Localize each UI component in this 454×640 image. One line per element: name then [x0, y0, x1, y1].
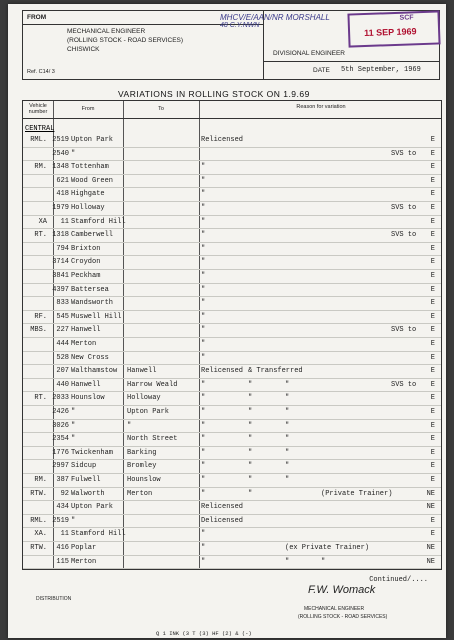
cell-num: 2540 — [52, 149, 69, 158]
cell-num: 2519 — [52, 516, 69, 525]
table-row — [23, 312, 441, 325]
signature-title-2: (ROLLING STOCK - ROAD SERVICES) — [298, 614, 388, 620]
variations-table — [22, 100, 442, 570]
table-row — [23, 529, 441, 542]
cell-r3: " — [285, 435, 290, 444]
cell-r1: " — [201, 258, 206, 267]
cell-r1: " — [201, 340, 206, 348]
cell-r1: " — [201, 462, 206, 471]
cell-r3: " — [285, 380, 290, 389]
table-row — [23, 176, 441, 189]
cell-to: Upton Park — [127, 408, 170, 416]
footer — [8, 574, 446, 638]
cell-to: North Street — [127, 435, 178, 444]
cell-end: SVS to — [391, 231, 417, 240]
cell-num: 416 — [56, 544, 69, 552]
cell-r1: " — [201, 231, 206, 240]
cell-r1: " — [201, 353, 206, 362]
cell-from: Hanwell — [71, 380, 101, 389]
cell-fin: E — [430, 258, 435, 267]
cell-num: 115 — [56, 557, 69, 566]
date-label: DATE — [313, 67, 330, 74]
cell-from: Highgate — [71, 190, 105, 199]
cell-cls: XA — [38, 217, 47, 226]
cell-fin: E — [430, 285, 435, 294]
cell-num: 2426 — [52, 408, 69, 416]
cell-to: Harrow Weald — [127, 380, 178, 389]
cell-r2: " — [248, 408, 253, 416]
cell-num: 3714 — [52, 258, 69, 267]
cell-r1: " — [201, 435, 206, 444]
cell-num: 2997 — [52, 462, 69, 471]
cell-r1: Relicensed — [201, 503, 244, 512]
cell-fin: E — [430, 476, 435, 484]
table-row — [23, 135, 441, 148]
cell-num: 794 — [56, 244, 69, 253]
cell-r2: " — [248, 421, 253, 430]
section-label: CENTRAL — [25, 125, 55, 133]
table-row — [23, 244, 441, 257]
cell-fin: E — [430, 244, 435, 253]
cell-end: SVS to — [391, 326, 417, 335]
cell-fin: E — [430, 435, 435, 444]
table-row — [23, 421, 441, 434]
cell-num: 2033 — [52, 394, 69, 403]
cell-num: 2354 — [52, 435, 69, 444]
cell-num: 1318 — [52, 231, 69, 240]
table-row — [23, 557, 441, 570]
cell-fin: E — [430, 176, 435, 185]
cell-cls: RF. — [34, 312, 47, 321]
table-row — [23, 162, 441, 175]
cell-num: 2519 — [52, 136, 69, 144]
from-line-1: MECHANICAL ENGINEER — [67, 28, 146, 35]
table-row — [23, 475, 441, 488]
table-row — [23, 217, 441, 230]
cell-fin: E — [430, 204, 435, 212]
cell-r1: " — [201, 312, 206, 321]
table-row — [23, 502, 441, 515]
from-line-3: CHISWICK — [67, 46, 100, 53]
cell-end: SVS to — [391, 204, 417, 212]
cell-fin: E — [430, 272, 435, 280]
cell-r1: " — [201, 285, 206, 294]
cell-from: Battersea — [71, 285, 109, 294]
table-row — [23, 448, 441, 461]
page-title: VARIATIONS IN ROLLING STOCK ON 1.9.69 — [118, 89, 310, 99]
cell-r1: " — [201, 530, 206, 539]
stamp-scf: SCF — [399, 14, 414, 22]
cell-to: Hanwell — [127, 367, 157, 376]
cell-r1: " — [201, 163, 206, 172]
cell-r1: " — [201, 421, 206, 430]
cell-from: Brixton — [71, 244, 101, 253]
cell-num: 227 — [56, 326, 69, 335]
cell-fin: E — [430, 136, 435, 144]
cell-r2: " — [248, 435, 253, 444]
cell-num: 11 — [60, 530, 69, 539]
cell-fin: E — [430, 462, 435, 471]
cell-r2: " — [248, 476, 253, 484]
cell-num: 4397 — [52, 285, 69, 294]
cell-r3: " — [285, 394, 290, 403]
cell-num: 444 — [56, 340, 69, 348]
cell-fin: E — [430, 448, 435, 457]
cell-end: SVS to — [391, 149, 417, 158]
cell-r1: " — [201, 448, 206, 457]
cell-num: 92 — [60, 489, 69, 498]
cell-fin: E — [430, 149, 435, 158]
cell-from: " — [71, 435, 76, 444]
cell-from: " — [71, 149, 76, 158]
cell-fin: NE — [426, 557, 435, 566]
cell-r1: " — [201, 544, 206, 552]
signature-title-1: MECHANICAL ENGINEER — [304, 606, 365, 612]
cell-from: Croydon — [71, 258, 101, 267]
cell-fin: NE — [426, 489, 435, 498]
cell-fin: E — [430, 231, 435, 240]
cell-fin: E — [430, 367, 435, 376]
handwritten-subreference: 48 C.Y.NWN — [220, 22, 260, 29]
table-header — [23, 101, 441, 119]
cell-cls: RTW. — [30, 489, 47, 498]
cell-from: Merton — [71, 340, 97, 348]
table-row — [23, 489, 441, 502]
cell-fin: E — [430, 217, 435, 226]
cell-r1: " — [201, 244, 206, 253]
table-row — [23, 353, 441, 366]
form-code: Q 1 INK (3 T (3) HF (2) & (-) — [156, 630, 252, 637]
table-row — [23, 461, 441, 474]
cell-r3: " — [285, 557, 290, 566]
cell-end: SVS to — [391, 380, 417, 389]
cell-fin: NE — [426, 503, 435, 512]
cell-r1: " — [201, 394, 206, 403]
cell-from: New Cross — [71, 353, 109, 362]
cell-from: " — [71, 516, 76, 525]
cell-r1: " — [201, 272, 206, 280]
cell-from: Merton — [71, 557, 97, 566]
cell-r4: (Private Trainer) — [321, 489, 393, 498]
cell-from: Sidcup — [71, 462, 97, 471]
cell-fin: NE — [426, 544, 435, 552]
cell-num: 387 — [56, 476, 69, 484]
cell-r1: " — [201, 217, 206, 226]
cell-r2: " — [248, 489, 253, 498]
cell-r2: & Transferred — [248, 367, 303, 376]
cell-to: Barking — [127, 448, 157, 457]
cell-from: Stamford Hill — [71, 217, 126, 226]
cell-from: Poplar — [71, 544, 97, 552]
cell-to: Hounslow — [127, 476, 161, 484]
cell-r3: " — [285, 448, 290, 457]
cell-fin: E — [430, 340, 435, 348]
cell-num: 1979 — [52, 204, 69, 212]
col-reason: Reason for variation — [296, 104, 346, 110]
received-stamp — [347, 10, 440, 47]
cell-r1: " — [201, 190, 206, 199]
from-label: FROM — [27, 14, 47, 21]
cell-fin: E — [430, 326, 435, 335]
cell-from: Twickenham — [71, 448, 114, 457]
table-row — [23, 189, 441, 202]
table-row — [23, 393, 441, 406]
cell-r1: " — [201, 299, 206, 308]
cell-to: " — [127, 421, 132, 430]
cell-cls: RML. — [30, 516, 47, 525]
table-row — [23, 298, 441, 311]
cell-from: Upton Park — [71, 503, 114, 512]
cell-cls: XA. — [34, 530, 47, 539]
cell-fin: E — [430, 516, 435, 525]
cell-cls: RT. — [34, 231, 47, 240]
table-row — [23, 203, 441, 216]
cell-from: Hanwell — [71, 326, 101, 335]
cell-fin: E — [430, 353, 435, 362]
cell-r3: " — [285, 408, 290, 416]
cell-from: Camberwell — [71, 231, 114, 240]
cell-r1: " — [201, 476, 206, 484]
cell-r1: " — [201, 489, 206, 498]
cell-fin: E — [430, 190, 435, 199]
cell-num: 440 — [56, 380, 69, 389]
cell-from: " — [71, 408, 76, 416]
cell-from: Tottenham — [71, 163, 109, 172]
cell-r1: Relicensed — [201, 136, 244, 144]
signature: F.W. Womack — [308, 584, 376, 596]
cell-to: Bromley — [127, 462, 157, 471]
cell-r3: (ex Private Trainer) — [285, 544, 370, 552]
distribution-label: DISTRIBUTION — [36, 596, 72, 602]
to-label: DIVISIONAL ENGINEER — [273, 50, 345, 57]
continued-note: Continued/.... — [369, 576, 428, 584]
cell-to: Merton — [127, 489, 153, 498]
cell-r2: " — [248, 394, 253, 403]
table-row — [23, 271, 441, 284]
cell-fin: E — [430, 312, 435, 321]
cell-num: 3026 — [52, 421, 69, 430]
cell-num: 418 — [56, 190, 69, 199]
stamp-date: 11 SEP 1969 — [363, 26, 417, 39]
cell-num: 3841 — [52, 272, 69, 280]
cell-num: 11 — [60, 217, 69, 226]
cell-from: " — [71, 421, 76, 430]
cell-cls: RM. — [34, 476, 47, 484]
cell-to: Holloway — [127, 394, 161, 403]
cell-from: Peckham — [71, 272, 101, 280]
cell-r2: " — [248, 462, 253, 471]
cell-from: Muswell Hill — [71, 312, 122, 321]
cell-fin: E — [430, 163, 435, 172]
document-sheet — [8, 4, 446, 638]
cell-r1: Delicensed — [201, 516, 244, 525]
cell-num: 434 — [56, 503, 69, 512]
cell-cls: RT. — [34, 394, 47, 403]
cell-num: 833 — [56, 299, 69, 308]
cell-from: Wood Green — [71, 176, 114, 185]
cell-cls: RM. — [34, 163, 47, 172]
cell-r1: Relicensed — [201, 367, 244, 376]
cell-cls: RML. — [30, 136, 47, 144]
col-to: To — [158, 106, 164, 112]
cell-fin: E — [430, 408, 435, 416]
from-line-2: (ROLLING STOCK - ROAD SERVICES) — [67, 37, 184, 44]
table-row — [23, 516, 441, 529]
cell-from: Walthamstow — [71, 367, 118, 376]
cell-from: Upton Park — [71, 136, 114, 144]
cell-num: 545 — [56, 312, 69, 321]
cell-from: Fulwell — [71, 476, 101, 484]
cell-r3: " — [285, 421, 290, 430]
cell-cls: MBS. — [30, 326, 47, 335]
cell-r1: " — [201, 326, 206, 335]
cell-from: Wandsworth — [71, 299, 114, 308]
reference: Ref. C14/ 3 — [27, 69, 55, 75]
table-row — [23, 434, 441, 447]
cell-r4: " — [321, 557, 326, 566]
table-row — [23, 285, 441, 298]
cell-r1: " — [201, 557, 206, 566]
cell-cls: RTW. — [30, 544, 47, 552]
cell-r3: " — [285, 462, 290, 471]
table-row — [23, 230, 441, 243]
table-row — [23, 257, 441, 270]
table-row — [23, 543, 441, 556]
cell-num: 207 — [56, 367, 69, 376]
cell-num: 528 — [56, 353, 69, 362]
cell-num: 1776 — [52, 448, 69, 457]
cell-r2: " — [248, 448, 253, 457]
table-row — [23, 407, 441, 420]
table-row — [23, 339, 441, 352]
cell-fin: E — [430, 394, 435, 403]
cell-r2: " — [248, 380, 253, 389]
handwritten-reference: MHCV/E/AAN/NR MORSHALL — [220, 13, 330, 22]
col-vehicle: Vehicle number — [28, 103, 48, 115]
table-row — [23, 380, 441, 393]
table-row — [23, 325, 441, 338]
table-row — [23, 149, 441, 162]
cell-r1: " — [201, 408, 206, 416]
cell-num: 1348 — [52, 163, 69, 172]
date-value: 5th September, 1969 — [341, 66, 421, 74]
cell-from: Walworth — [71, 489, 105, 498]
cell-from: Stamford Hill — [71, 530, 126, 539]
table-row — [23, 366, 441, 379]
cell-r1: " — [201, 204, 206, 212]
cell-r3: " — [285, 476, 290, 484]
cell-fin: E — [430, 530, 435, 539]
cell-r1: " — [201, 380, 206, 389]
cell-from: Holloway — [71, 204, 105, 212]
cell-num: 621 — [56, 176, 69, 185]
col-from: From — [81, 106, 95, 112]
cell-r1: " — [201, 176, 206, 185]
cell-fin: E — [430, 299, 435, 308]
cell-from: Hounslow — [71, 394, 105, 403]
cell-fin: E — [430, 421, 435, 430]
cell-fin: E — [430, 380, 435, 389]
